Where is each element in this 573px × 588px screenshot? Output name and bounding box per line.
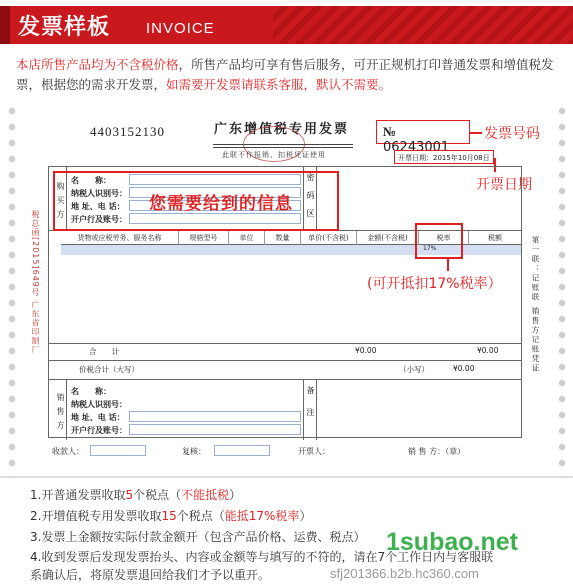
note-1-end: ） [229,488,242,502]
number-symbol: № [383,124,397,139]
col-rate: 税率 [419,231,469,245]
total-label: 合 计 [89,347,119,356]
invoice-number: 06243001 [383,140,450,155]
intro-highlight-1: 本店所售产品均为不含税价格 [16,57,179,72]
issuer-label: 开票人： [298,447,330,456]
signature-row [52,444,522,458]
seller-address-label: 地 址、电 话： [71,413,125,422]
seller-side-label: 销售方 [49,380,67,440]
note-2 [30,507,311,524]
small-amount: ¥0.00 [453,364,475,373]
invoice-frame [48,166,522,438]
intro-highlight-2: 如需要开发票请联系客服，默认不需要。 [166,77,392,92]
col-price: 单价(不含税) [301,231,357,245]
buyer-name-label: 名 称： [71,176,111,185]
buyer-address-label: 地 址、电 话： [71,202,125,211]
seller-bank-field[interactable] [129,424,301,435]
total-row [49,343,521,356]
tax-rate-value: 17% [423,245,437,252]
header-left-accent [0,6,10,44]
invoice-code: 4403152130 [90,124,165,139]
note-2-text: 2.开增值税专用发票收取 [30,509,162,523]
seller-stamp-label: 销 售 方：（章） [408,447,466,456]
intro-body: ，所售产品均可享有售后服务，可开正规机打印普通发票和增值税发票，根据您的需求开发票， [16,57,554,92]
reviewer-label: 复核： [182,447,206,456]
seller-address-field[interactable] [129,411,301,422]
annotation-tax: (可开抵扣17%税率） [367,276,502,292]
date-label: 开票日期： [398,154,433,162]
note-3: 3.发票上金额按实际付款金额开（包含产品价格、运费、税点） [30,530,366,544]
receiver-label: 收款人： [52,447,84,456]
watermark-site: 1subao.net [386,528,518,556]
annotation-info: 您需要给到的信息 [149,194,293,214]
intro-text [16,55,561,95]
seller-section [49,379,521,439]
note-2-mid: 个税点（ [176,509,225,523]
invoice-date-box [394,150,494,164]
receiver-field[interactable] [90,445,146,456]
note-1-count: 5 [125,488,134,502]
title-underline [213,144,353,148]
annotation-date: 开票日期 [476,177,532,193]
note-1-text: 1.开普通发票收取 [30,488,126,502]
seller-name-label: 名 称： [71,387,111,396]
annotation-number: 发票号码 [484,126,540,142]
total-tax: ¥0.00 [477,346,499,355]
price-tax-label: 价税合计（大写） [79,365,139,374]
copy-label-vertical: 第一联：记账联 销售方记账凭证 [531,236,540,374]
perforation-right [556,104,568,476]
price-tax-row [49,360,521,376]
invoice-title: 广东增值税专用发票 [214,122,350,137]
number-anno-line [470,132,482,134]
total-amount: ¥0.00 [355,346,377,355]
tax-highlight-box [415,223,463,259]
col-goods: 货物或应税劳务、服务名称 [61,231,179,245]
invoice-number-box [376,120,470,155]
header-stripe [273,6,573,44]
col-tax: 税额 [488,234,502,242]
note-1 [30,486,241,503]
header-subtitle: INVOICE [146,20,215,37]
note-2-highlight: 能抵17%税率 [224,509,300,523]
buyer-bank-label: 开户行及账号： [71,215,127,224]
col-qty: 数量 [265,231,301,245]
password-area-label: 密码区 [303,167,317,231]
seller-bank-label: 开户行及账号： [71,426,127,435]
perforation-left [6,104,18,476]
invoice-date: 2015年10月08日 [433,154,490,162]
left-print-stamp: 税总函[2015]649号 广东省印制厂 [31,210,40,355]
small-label: （小写） [399,365,429,374]
col-amount: 金额(不含税) [357,231,419,245]
reviewer-field[interactable] [214,445,270,456]
watermark-url: sfj201366.b2b.hc360.com [330,566,479,581]
note-2-end: ） [299,509,312,523]
invoice-subtitle: 此联不作报销、扣税凭证使用 [222,151,326,159]
header-banner [0,0,573,46]
buyer-taxid-label: 纳税人识别号： [71,189,127,198]
note-5: 系确认后，将原发票退回给我们才予以重开。 [30,568,271,582]
note-1-mid: 个税点（ [133,488,182,502]
seller-taxid-label: 纳税人识别号： [71,400,127,409]
note-4: 4.收到发票后发现发票抬头、内容或金额等与填写的不符的，请在7个工作日内与客服联 [30,550,494,564]
tax-anno-line [447,259,449,271]
buyer-side-label: 购买方 [49,167,67,231]
note-1-highlight: 不能抵税 [181,488,230,502]
header-title: 发票样板 [18,15,111,40]
col-spec: 规格型号 [179,231,229,245]
remark-label: 备注 [303,380,317,440]
note-2-count: 15 [161,509,177,523]
col-unit: 单位 [229,231,265,245]
